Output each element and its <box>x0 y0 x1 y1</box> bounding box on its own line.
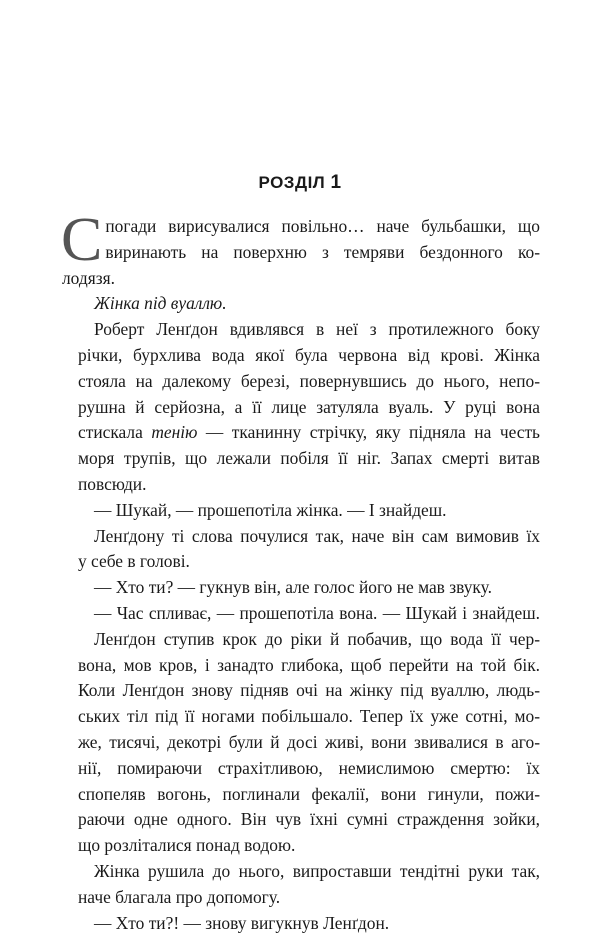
paragraph <box>62 859 540 911</box>
italic-text: Жінка під вуаллю. <box>94 293 227 314</box>
chapter-number: 1 <box>330 172 342 193</box>
text-line: нії, помираючи страхітливою, немислимою смертю: їх <box>78 757 540 778</box>
text-line: моря трупів, що лежали побіля її ніг. Запах смерті витав <box>78 448 540 469</box>
text-line: Коли Ленґдон знову підняв очі на жінку під вуаллю, людь- <box>78 680 540 701</box>
text-line: погади вирисувалися повільно… наче бульбашки, що <box>105 216 540 236</box>
text-line: стояла на далекому березі, повернувшись до нього, непо- <box>78 370 540 391</box>
text-line <box>62 291 540 317</box>
text-line: — Час спливає, — прошепотіла вона. — Шукай і знайдеш. <box>94 602 540 623</box>
paragraph <box>62 601 540 627</box>
text-fragment: стискала <box>78 422 152 443</box>
paragraph <box>62 627 540 859</box>
text-line: рушна й серйозна, а її лице затуляла вуаль. У руці вона <box>78 396 540 417</box>
text-line: Жінка рушила до нього, випроставши тендітні руки так, <box>94 860 540 881</box>
text-line: повсюди. <box>78 473 147 494</box>
text-line: Ленґдону ті слова почулися так, наче він сам вимовив їх <box>94 525 540 546</box>
text-line: Ленґдон ступив крок до ріки й побачив, що вода її чер- <box>94 628 540 649</box>
paragraph <box>62 498 540 524</box>
paragraph <box>62 911 540 937</box>
text-line: — Хто ти? — гукнув він, але голос його не мав звуку. <box>94 577 492 598</box>
text-line: спопеляв вогонь, поглинали фекалії, вони гинули, пожи- <box>78 783 540 804</box>
paragraph <box>62 524 540 576</box>
text-line: вона, мов кров, і занадто глибока, щоб перейти на той бік. <box>78 654 540 675</box>
text-line: Роберт Ленґдон вдивлявся в неї з протилежного боку <box>94 319 540 340</box>
chapter-heading <box>0 172 600 194</box>
text-line: же, тисячі, декотрі були й досі живі, вони звивалися в аго- <box>78 731 540 752</box>
drop-cap: С <box>61 206 103 274</box>
text-line: лодязя. <box>62 267 115 288</box>
text-line: ських тіл під її ногами побільшало. Тепер їх уже сотні, мо- <box>78 706 540 727</box>
text-fragment: — тканинну стрічку, яку підняла на честь <box>197 422 540 443</box>
text-line: наче благала про допомогу. <box>78 886 281 907</box>
text-line <box>62 420 540 446</box>
text-line: річки, бурхлива вода якої була червона від крові. Жінка <box>78 344 540 365</box>
text-line: — Шукай, — прошепотіла жінка. — І знайдеш. <box>94 499 447 520</box>
text-line: що розліталися понад водою. <box>78 835 296 856</box>
text-line: у себе в голові. <box>78 551 190 572</box>
chapter-body <box>61 206 540 936</box>
paragraph <box>62 575 540 601</box>
text-line: виринають на поверхню з темряви бездонного ко- <box>105 241 540 262</box>
italic-text: тенію <box>151 422 198 443</box>
text-line: — Хто ти?! — знову вигукнув Ленґдон. <box>94 912 390 933</box>
chapter-label: РОЗДІЛ <box>258 173 326 192</box>
paragraph <box>62 317 540 498</box>
paragraph <box>61 206 540 291</box>
text-line: раючи одне одного. Він чув їхні сумні страждення зойки, <box>78 809 540 830</box>
paragraph <box>62 291 540 317</box>
